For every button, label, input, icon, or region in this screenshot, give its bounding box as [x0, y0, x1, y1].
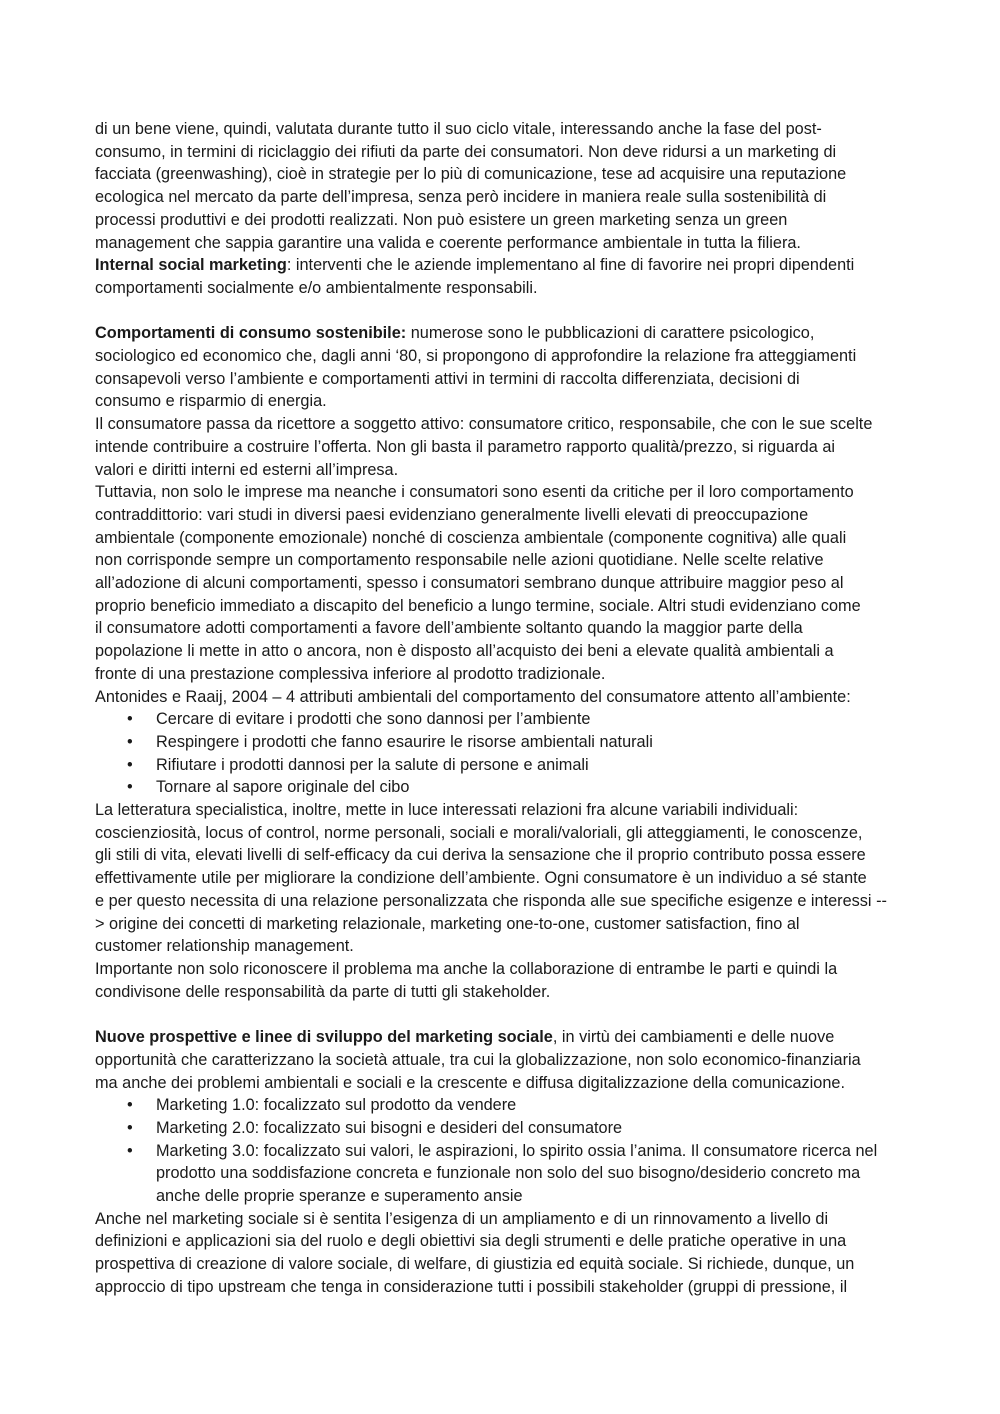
- bullet-icon: •: [127, 732, 133, 751]
- list-item-text: Marketing 3.0: focalizzato sui valori, le aspirazioni, lo spirito ossia l’anima. Il consumatore ricerca nel prodotto una soddisfazione concreta e funzionale non solo del suo bisogno/desiderio concreto ma anche delle proprie speranze e superamento ansie: [156, 1141, 878, 1206]
- list-item-text: Cercare di evitare i prodotti che sono dannosi per l’ambiente: [156, 710, 591, 729]
- paragraph-spacer: [95, 300, 910, 323]
- definition-sustainable-consumption: numerose sono le pubblicazioni di carattere psicologico, sociologico ed economico che, dagli anni ‘80, si propongono di approfondire la relazione fra atteggiamenti consapevoli verso l’ambiente e comportamenti attivi in termini di raccolta differenziata, decisioni di consumo e risparmio di energia.: [95, 324, 857, 411]
- term-new-perspectives: Nuove prospettive e linee di sviluppo del marketing sociale: [95, 1028, 553, 1047]
- paragraph-internal-social-marketing: [95, 254, 910, 299]
- marketing-evolution-list: [95, 1094, 910, 1208]
- list-item: [95, 1094, 910, 1117]
- term-sustainable-consumption: Comportamenti di consumo sostenibile:: [95, 324, 407, 343]
- bullet-icon: •: [127, 778, 133, 797]
- paragraph-shared-responsibility: Importante non solo riconoscere il problema ma anche la collaborazione di entrambe le parti e quindi la condivisone delle responsabilità da parte di tutti gli stakeholder.: [95, 960, 838, 1001]
- bullet-icon: •: [127, 710, 133, 729]
- term-internal-social-marketing: Internal social marketing: [95, 256, 287, 275]
- list-item-text: Respingere i prodotti che fanno esaurire le risorse ambientali naturali: [156, 732, 653, 751]
- paragraph-green-marketing: di un bene viene, quindi, valutata durante tutto il suo ciclo vitale, interessando anche la fase del post- consumo, in termini di riciclaggio dei rifiuti da parte dei consumatori. Non deve ridursi a un marketing di facciata (greenwashing), cioè in strategie per lo più di comunicazione, tese ad acquisire una reputazione ecologica nel mercato da parte dell’impresa, senza però incidere in maniera reale sulla sostenibilità di processi produttivi e dei prodotti realizzati. Non può esistere un green marketing senza un green management che sappia garantire una valida e coerente performance ambientale in tutta la filiera.: [95, 120, 847, 252]
- environmental-attributes-list: [95, 708, 910, 799]
- paragraph-active-consumer: Il consumatore passa da ricettore a soggetto attivo: consumatore critico, responsabile, che con le sue scelte intende contribuire a costruire l’offerta. Non gli basta il parametro rapporto qualità/prezzo, si riguarda ai valori e diritti interni ed esterni all’impresa.: [95, 415, 873, 479]
- list-item: [95, 1140, 910, 1208]
- definition-new-perspectives: , in virtù dei cambiamenti e delle nuove opportunità che caratterizzano la società attuale, tra cui la globalizzazione, non solo economico-finanziaria ma anche dei problemi ambientali e sociali e la crescente e diffusa digitalizzazione della comunicazione.: [95, 1028, 861, 1092]
- paragraph-sustainable-consumption: [95, 322, 910, 413]
- list-item: [95, 1117, 910, 1140]
- list-item-text: Tornare al sapore originale del cibo: [156, 778, 410, 797]
- bullet-icon: •: [127, 1096, 133, 1115]
- paragraph-social-marketing-renewal: Anche nel marketing sociale si è sentita l’esigenza di un ampliamento e di un rinnovamento a livello di definizioni e applicazioni sia del ruolo e degli obiettivi sia degli strumenti e delle pratiche operative in una prospettiva di creazione di valore sociale, di welfare, di giustizia ed equità sociale. Si richiede, dunque, un approccio di tipo upstream che tenga in considerazione tutti i possibili stakeholder (gruppi di pressione, il: [95, 1209, 855, 1296]
- paragraph-consumer-criticism: Tuttavia, non solo le imprese ma neanche i consumatori sono esenti da critiche per il loro comportamento contraddittorio: vari studi in diversi paesi evidenziano generalmente livelli elevati di preoccupazione ambientale (componente emozionale) nonché di coscienza ambientale (componente cognitiva) alle quali non corrisponde sempre un comportamento responsabile nelle azioni quotidiane. Nelle scelte relative all’adozione di alcuni comportamenti, spesso i consumatori sembrano dunque attribuire maggior peso al proprio beneficio immediato a discapito del beneficio a lungo termine, sociale. Altri studi evidenziano come il consumatore adotti comportamenti a favore dell’ambiente soltanto quando la maggior parte della popolazione li mette in atto o ancora, non è disposto all’acquisto dei beni a elevate qualità ambientali a fronte di una prestazione complessiva inferiore al prodotto tradizionale.: [95, 483, 861, 683]
- bullet-icon: •: [127, 1141, 133, 1160]
- paragraph-new-perspectives: [95, 1026, 910, 1094]
- list-item-text: Rifiutare i prodotti dannosi per la salute di persone e animali: [156, 755, 589, 774]
- list-item-text: Marketing 2.0: focalizzato sui bisogni e desideri del consumatore: [156, 1118, 623, 1137]
- paragraph-spacer: [95, 1003, 910, 1026]
- list-item-text: Marketing 1.0: focalizzato sul prodotto da vendere: [156, 1096, 517, 1115]
- bullet-icon: •: [127, 1118, 133, 1137]
- list-item: [95, 776, 910, 799]
- list-item: [95, 708, 910, 731]
- bullet-icon: •: [127, 755, 133, 774]
- definition-internal-social-marketing: : interventi che le aziende implementano al fine di favorire nei propri dipendenti comportamenti socialmente e/o ambientalmente responsabili.: [95, 256, 855, 297]
- paragraph-antonides-raaij: Antonides e Raaij, 2004 – 4 attributi ambientali del comportamento del consumatore attento all’ambiente:: [95, 687, 851, 706]
- list-item: [95, 731, 910, 754]
- paragraph-specialist-literature: La letteratura specialistica, inoltre, mette in luce interessati relazioni fra alcune variabili individuali: coscienziosità, locus of control, norme personali, sociali e morali/valoriali, gli atteggiamenti, le conoscenze, gli stili di vita, elevati livelli di self-efficacy da cui deriva la sensazione che il proprio contributo possa essere effettivamente utile per migliorare la condizione dell’ambiente. Ogni consumatore è un individuo a sé stante e per questo necessita di una relazione personalizzata che risponda alle sue specifiche esigenze e interessi -- > origine dei concetti di marketing relazionale, marketing one-to-one, customer satisfaction, fino al customer relationship management.: [95, 801, 887, 956]
- list-item: [95, 754, 910, 777]
